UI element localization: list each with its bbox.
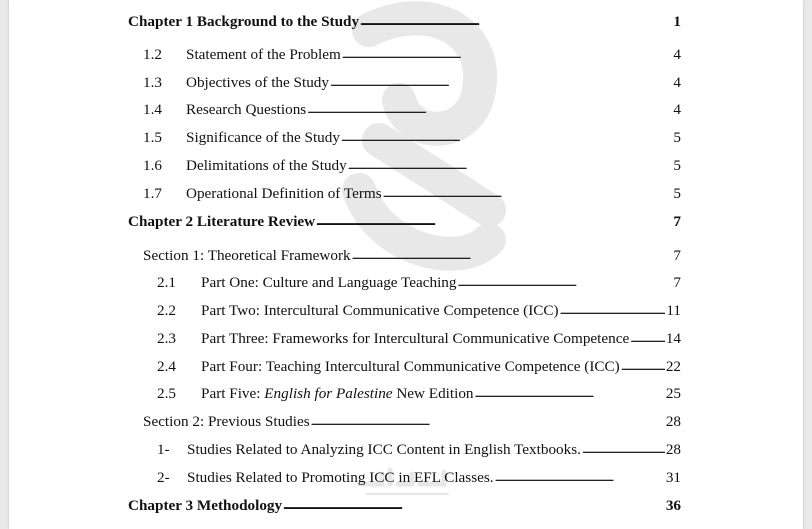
toc-title: Statement of the Problem <box>186 46 341 63</box>
toc-title: Part Three: Frameworks for Intercultural Communicative Competence <box>201 330 630 347</box>
toc-number: 2- <box>157 469 170 486</box>
toc-entry-2-4[interactable] <box>157 357 681 377</box>
toc-entry-2-2[interactable] <box>157 301 681 321</box>
toc-title: Chapter 1 Background to the Study <box>128 13 360 30</box>
toc-page-number: 14 <box>665 330 681 347</box>
toc-number: 1.6 <box>143 157 162 174</box>
toc-number: 1.3 <box>143 74 162 91</box>
toc-page-number: 7 <box>673 274 681 291</box>
dot-leader <box>348 155 673 175</box>
toc-previous-study-1[interactable] <box>157 440 681 460</box>
dot-leader <box>316 211 672 231</box>
toc-title: Objectives of the Study <box>186 74 329 91</box>
toc-entry-1-2[interactable] <box>143 45 681 65</box>
toc-entry-1-3[interactable] <box>143 73 681 93</box>
toc-number: 1.4 <box>143 101 162 118</box>
toc-page-number: 4 <box>673 46 681 63</box>
toc-page-number: 28 <box>665 413 681 430</box>
toc-number: 1- <box>157 441 170 458</box>
toc-title: Delimitations of the Study <box>186 157 347 174</box>
toc-title: Part Two: Intercultural Communicative Competence (ICC) <box>201 302 559 319</box>
toc-title: Research Questions <box>186 101 307 118</box>
toc-title <box>201 384 474 404</box>
toc-page-number: 7 <box>673 247 681 264</box>
dot-leader <box>495 467 665 487</box>
toc-title-part: New Edition <box>392 385 474 402</box>
toc-page-number: 7 <box>673 213 681 230</box>
toc-title: Studies Related to Promoting ICC in EFL Classes. <box>187 469 494 486</box>
toc-page-number: 1 <box>673 13 681 30</box>
toc-title: Section 2: Previous Studies <box>143 413 310 430</box>
toc-entry-2-3[interactable] <box>157 329 681 349</box>
toc-title: Chapter 2 Literature Review <box>128 213 316 230</box>
toc-number: 1.2 <box>143 46 162 63</box>
toc-page-number: 5 <box>673 157 681 174</box>
toc-entry-1-7[interactable] <box>143 184 681 204</box>
toc-entry-1-6[interactable] <box>143 156 681 176</box>
toc-title: Operational Definition of Terms <box>186 185 382 202</box>
toc-title: Section 1: Theoretical Framework <box>143 247 351 264</box>
dot-leader <box>383 183 673 203</box>
dot-leader <box>621 356 665 376</box>
toc-number: 2.4 <box>157 358 176 375</box>
dot-leader <box>352 245 673 265</box>
dot-leader <box>307 99 672 119</box>
toc-page-number: 4 <box>673 74 681 91</box>
dot-leader <box>330 72 672 92</box>
dot-leader <box>283 495 665 515</box>
toc-chapter-2[interactable] <box>128 212 681 232</box>
dot-leader <box>360 11 672 31</box>
toc-page-number: 28 <box>665 441 681 458</box>
toc-page-number: 36 <box>665 497 681 514</box>
toc-page-number: 5 <box>673 129 681 146</box>
toc-page-number: 5 <box>673 185 681 202</box>
toc-previous-study-2[interactable] <box>157 468 681 488</box>
toc-chapter-1[interactable] <box>128 12 681 32</box>
dot-leader <box>560 300 666 320</box>
toc-title: Part Four: Teaching Intercultural Communicative Competence (ICC) <box>201 358 620 375</box>
toc-page-number: 4 <box>673 101 681 118</box>
dot-leader <box>311 411 665 431</box>
toc-number: 1.7 <box>143 185 162 202</box>
toc-chapter-3[interactable] <box>128 496 681 516</box>
toc-title: Chapter 3 Methodology <box>128 497 283 514</box>
toc-number: 2.1 <box>157 274 176 291</box>
dot-leader <box>342 44 673 64</box>
dot-leader <box>630 328 665 348</box>
toc-title: Part One: Culture and Language Teaching <box>201 274 457 291</box>
toc-entry-2-1[interactable] <box>157 273 681 293</box>
toc-number: 2.3 <box>157 330 176 347</box>
toc-page-number: 31 <box>665 469 681 486</box>
book-title: English for Palestine <box>264 385 393 402</box>
toc-number: 2.2 <box>157 302 176 319</box>
toc-page-number: 25 <box>665 385 681 402</box>
toc-section-2[interactable] <box>143 412 681 432</box>
toc-entry-1-5[interactable] <box>143 128 681 148</box>
toc-title-part: Part Five: <box>201 385 265 402</box>
dot-leader <box>341 127 672 147</box>
toc-number: 2.5 <box>157 385 176 402</box>
toc-entry-1-4[interactable] <box>143 100 681 120</box>
toc-entry-2-5[interactable] <box>157 384 681 404</box>
toc-page-number: 11 <box>666 302 681 319</box>
dot-leader <box>582 439 665 459</box>
toc-page-number: 22 <box>665 358 681 375</box>
dot-leader <box>475 383 665 403</box>
toc-title: Studies Related to Analyzing ICC Content in English Textbooks. <box>187 441 581 458</box>
toc-number: 1.5 <box>143 129 162 146</box>
toc-section-1[interactable] <box>143 246 681 266</box>
toc-title: Significance of the Study <box>186 129 340 146</box>
dot-leader <box>458 272 673 292</box>
document-page <box>9 0 803 529</box>
